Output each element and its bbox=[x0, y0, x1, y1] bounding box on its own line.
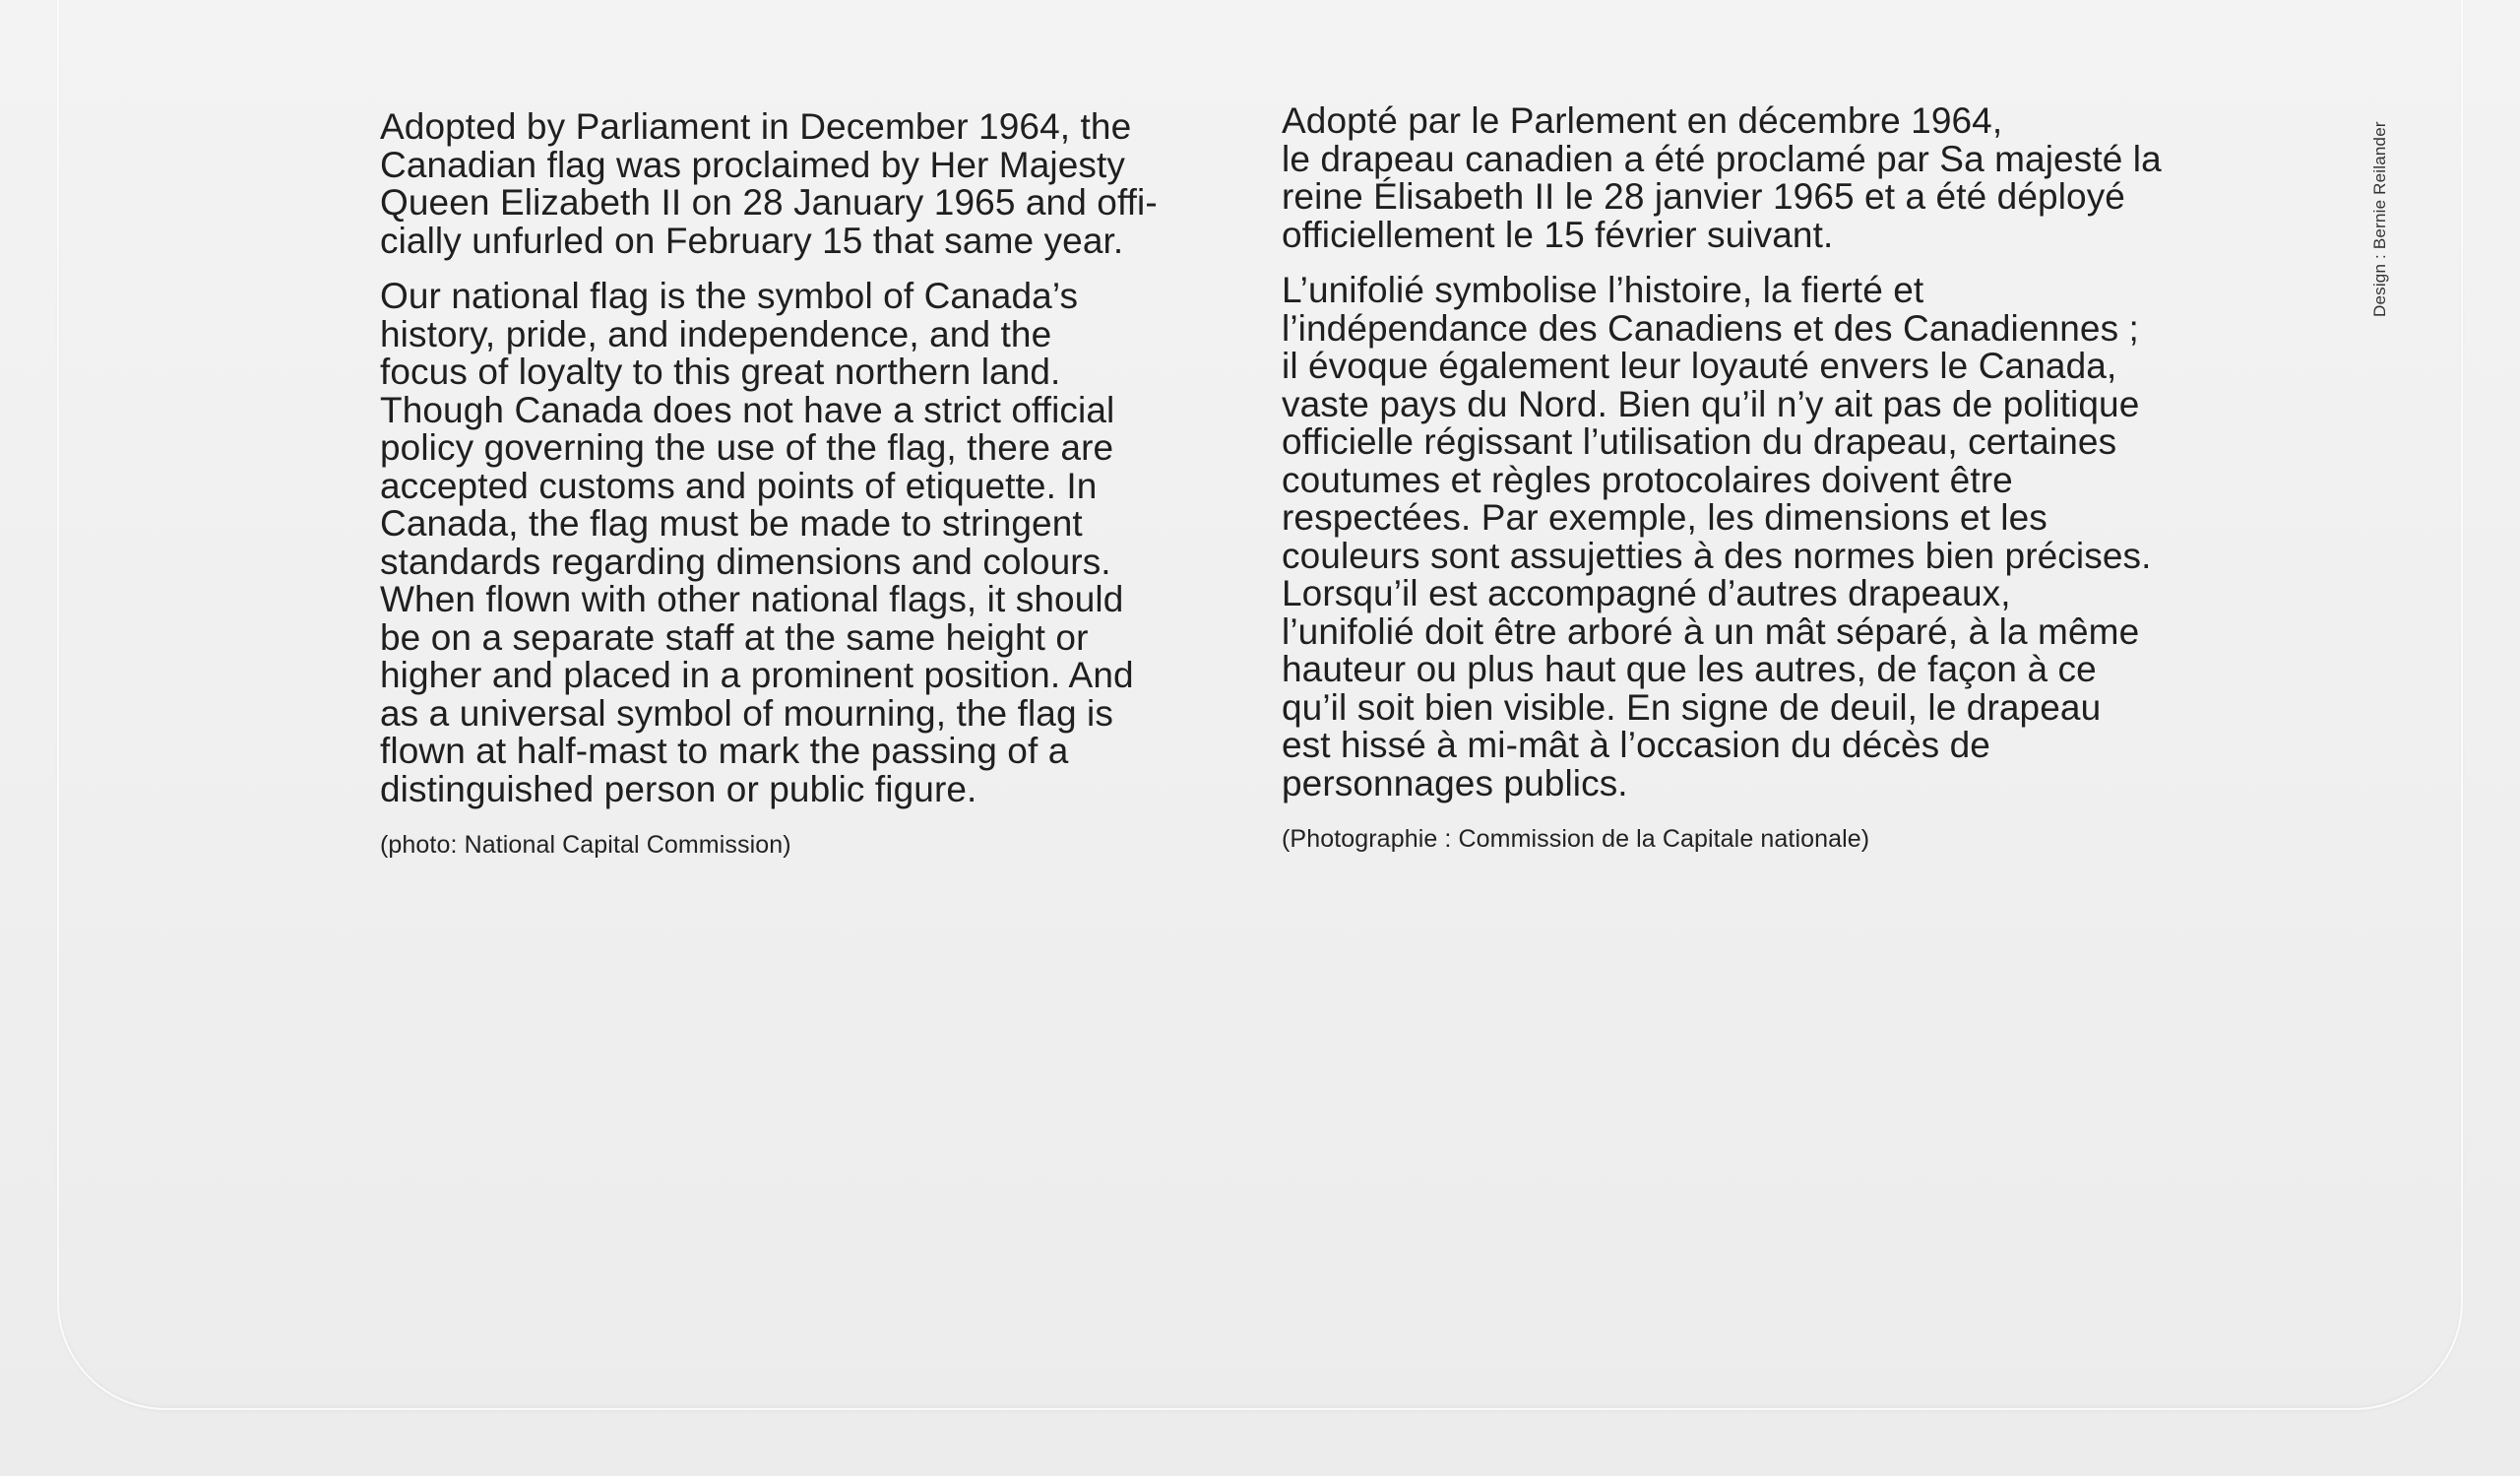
english-paragraph-1: Adopted by Parliament in December 1964, the Canadian flag was proclaimed by Her Majesty Queen Elizabeth II on 28 January 1965 and offi- cially unfurled on February 15 that same year. bbox=[380, 106, 1158, 261]
design-credit: Design : Bernie Reilander bbox=[2370, 121, 2389, 317]
french-paragraph-1: Adopté par le Parlement en décembre 1964, le drapeau canadien a été proclamé par Sa majesté la reine Élisabeth II le 28 janvier 1965 et a été déployé officiellement le 15 février suivant. bbox=[1282, 100, 2162, 255]
english-paragraph-2: Our national flag is the symbol of Canada’s history, pride, and independence, and the focus of loyalty to this great northern land. Though Canada does not have a strict official policy governing the use of the flag, there are accepted customs and points of etiquette. In Canada, the flag must be made to stringent standards regarding dimensions and colours. When flown with other national flags, it should be on a separate staff at the same height or higher and placed in a prominent position. And as a universal symbol of mourning, the flag is flown at half-mast to mark the passing of a distinguished person or public figure. bbox=[380, 276, 1134, 809]
english-photo-credit: (photo: National Capital Commission) bbox=[380, 831, 791, 859]
french-photo-credit: (Photographie : Commission de la Capitale nationale) bbox=[1282, 825, 1870, 853]
english-text-column bbox=[380, 108, 1187, 860]
french-paragraph-2: L’unifolié symbolise l’histoire, la fierté et l’indépendance des Canadiens et des Canadiennes ; il évoque également leur loyauté envers le Canada, vaste pays du Nord. Bien qu’il n’y ait pas de politique officielle régissant l’utilisation du drapeau, certaines coutumes et règles protocolaires doivent être respectées. Par exemple, les dimensions et les couleurs sont assujetties à des normes bien précises. Lorsqu’il est accompagné d’autres drapeaux, l’unifolié doit être arboré à un mât séparé, à la même hauteur ou plus haut que les autres, de façon à ce qu’il soit bien visible. En signe de deuil, le drapeau est hissé à mi-mât à l’occasion du décès de personnages publics. bbox=[1282, 270, 2152, 803]
french-text-column bbox=[1282, 102, 2227, 854]
